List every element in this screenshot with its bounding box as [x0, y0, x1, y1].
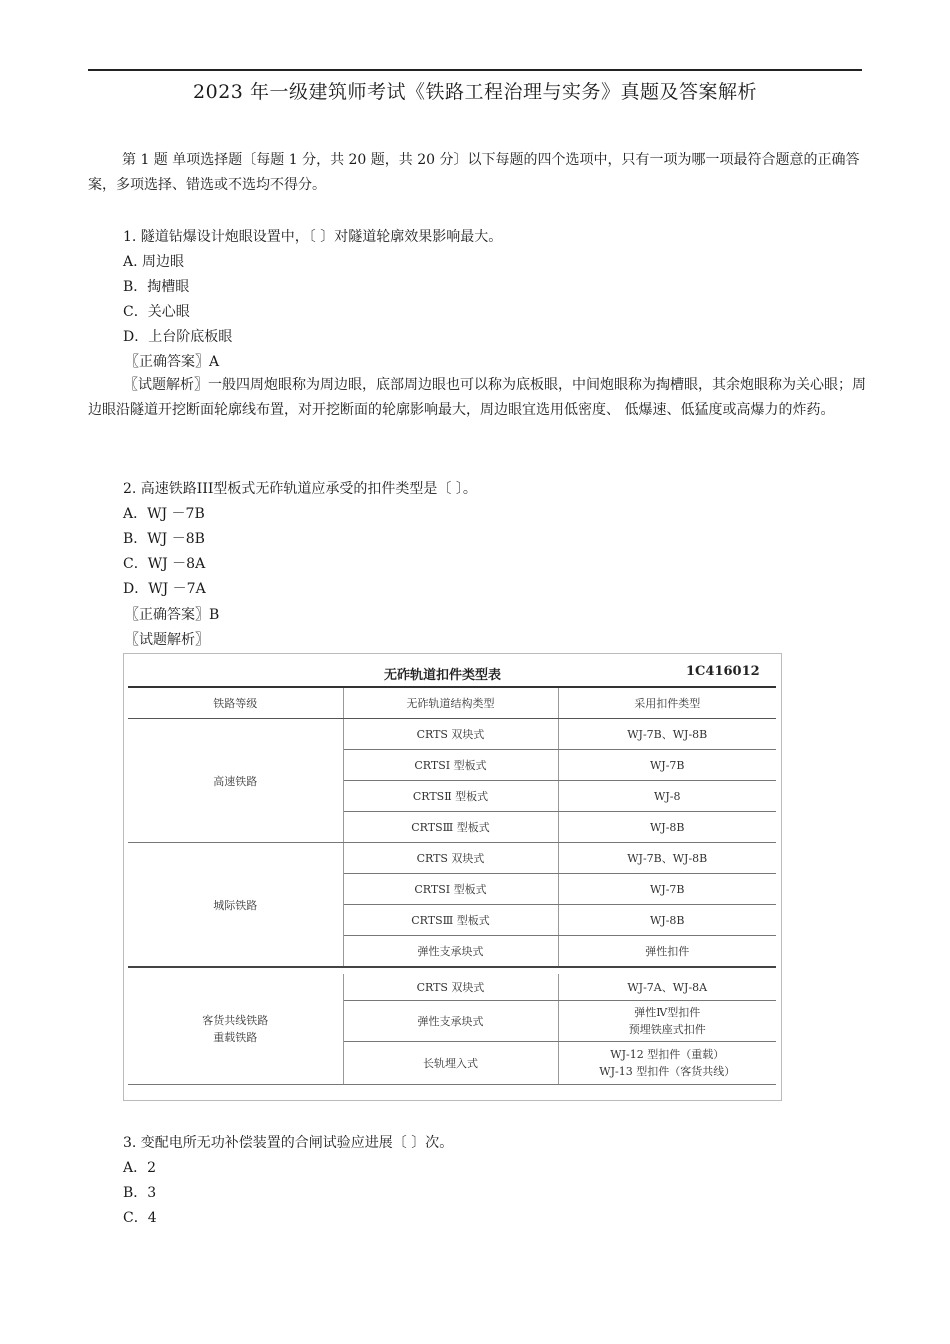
page-title: 2023 年一级建筑师考试《铁路工程治理与实务》真题及答案解析 — [193, 81, 757, 103]
fastener-line: WJ-12 型扣件（重载） — [610, 1048, 725, 1061]
structure-cell: CRTS 双块式 — [343, 843, 558, 874]
q3-option-c: C．4 — [123, 1210, 157, 1226]
table-header-row — [128, 687, 776, 719]
q1-option-d: D．上台阶底板眼 — [123, 329, 233, 345]
q3-stem: 3. 变配电所无功补偿装置的合闸试验应进展〔 〕次。 — [123, 1135, 454, 1151]
table-row — [128, 843, 776, 874]
table-row — [128, 974, 776, 1001]
structure-cell: 弹性支承块式 — [343, 936, 558, 968]
fastener-line: 弹性Ⅳ型扣件 — [634, 1006, 701, 1019]
structure-cell: CRTSⅢ 型板式 — [343, 905, 558, 936]
fastener-cell: WJ-8 — [558, 781, 776, 812]
intro-paragraph: 第 1 题 单项选择题〔每题 1 分，共 20 题，共 20 分〕以下每题的四个选项中，只有一项为哪一项最符合题意的正确答案，多项选择、错选或不选均不得分。 — [88, 152, 860, 193]
q1-option-a: A. 周边眼 — [123, 254, 185, 270]
table-row — [128, 719, 776, 750]
structure-cell: 长轨埋入式 — [343, 1042, 558, 1085]
fastener-cell: WJ-7A、WJ-8A — [558, 974, 776, 1001]
fastener-cell — [558, 1001, 776, 1042]
fastener-cell — [558, 1042, 776, 1085]
q1-option-c: C．关心眼 — [123, 304, 190, 320]
fastener-cell: WJ-7B — [558, 874, 776, 905]
q3-option-b: B．3 — [123, 1185, 157, 1201]
structure-cell: CRTSⅠ 型板式 — [343, 874, 558, 905]
structure-cell: CRTSⅢ 型板式 — [343, 812, 558, 843]
fastener-line: 预埋铁座式扣件 — [628, 1023, 706, 1036]
fastener-cell: WJ-7B、WJ-8B — [558, 719, 776, 750]
table-code: 1C416012 — [686, 664, 760, 679]
q2-option-d: D．WJ －7A — [123, 581, 206, 597]
q2-analysis: 〖试题解析〗 — [125, 632, 209, 648]
header-cell: 铁路等级 — [128, 687, 343, 719]
q2-option-b: B．WJ －8B — [123, 531, 205, 547]
grade-line: 客货共线铁路 — [202, 1014, 269, 1027]
q3-option-a: A．2 — [123, 1160, 157, 1176]
grade-cell: 高速铁路 — [128, 719, 343, 843]
q2-option-c: C．WJ －8A — [123, 556, 206, 572]
q2-option-a: A．WJ －7B — [123, 506, 205, 522]
q1-option-b: B．掏槽眼 — [123, 279, 190, 295]
q1-analysis: 〖试题解析〗一般四周炮眼称为周边眼，底部周边眼也可以称为底板眼，中间炮眼称为掏槽眼，其余炮眼称为关心眼；周边眼沿隧道开挖断面轮廓线布置，对开挖断面的轮廓影响最大，周边眼宜选用低密度、 低爆速、低猛度或高爆力的炸药。 — [88, 377, 866, 418]
header-rule — [88, 69, 862, 71]
fastener-type-table — [123, 653, 782, 1101]
fastener-line: WJ-13 型扣件（客货共线） — [599, 1065, 736, 1078]
grade-cell: 城际铁路 — [128, 843, 343, 968]
q2-stem: 2. 高速铁路III型板式无砟轨道应承受的扣件类型是〔 〕。 — [123, 481, 477, 497]
grade-line: 重载铁路 — [213, 1031, 258, 1044]
q2-answer: 〖正确答案〗B — [125, 607, 220, 623]
table-caption: 无砟轨道扣件类型表 — [384, 668, 502, 683]
grade-cell — [128, 974, 343, 1085]
header-cell: 采用扣件类型 — [558, 687, 776, 719]
fastener-cell: WJ-8B — [558, 812, 776, 843]
q1-answer: 〖正确答案〗A — [125, 354, 220, 370]
fastener-cell: WJ-7B、WJ-8B — [558, 843, 776, 874]
fastener-cell: WJ-7B — [558, 750, 776, 781]
structure-cell: CRTSⅡ 型板式 — [343, 781, 558, 812]
structure-cell: CRTS 双块式 — [343, 974, 558, 1001]
structure-cell: 弹性支承块式 — [343, 1001, 558, 1042]
fastener-cell: 弹性扣件 — [558, 936, 776, 968]
q1-stem: 1. 隧道钻爆设计炮眼设置中，〔 〕对隧道轮廓效果影响最大。 — [123, 229, 503, 245]
structure-cell: CRTS 双块式 — [343, 719, 558, 750]
table-separator — [128, 967, 776, 974]
header-cell: 无砟轨道结构类型 — [343, 687, 558, 719]
fastener-cell: WJ-8B — [558, 905, 776, 936]
structure-cell: CRTSⅠ 型板式 — [343, 750, 558, 781]
